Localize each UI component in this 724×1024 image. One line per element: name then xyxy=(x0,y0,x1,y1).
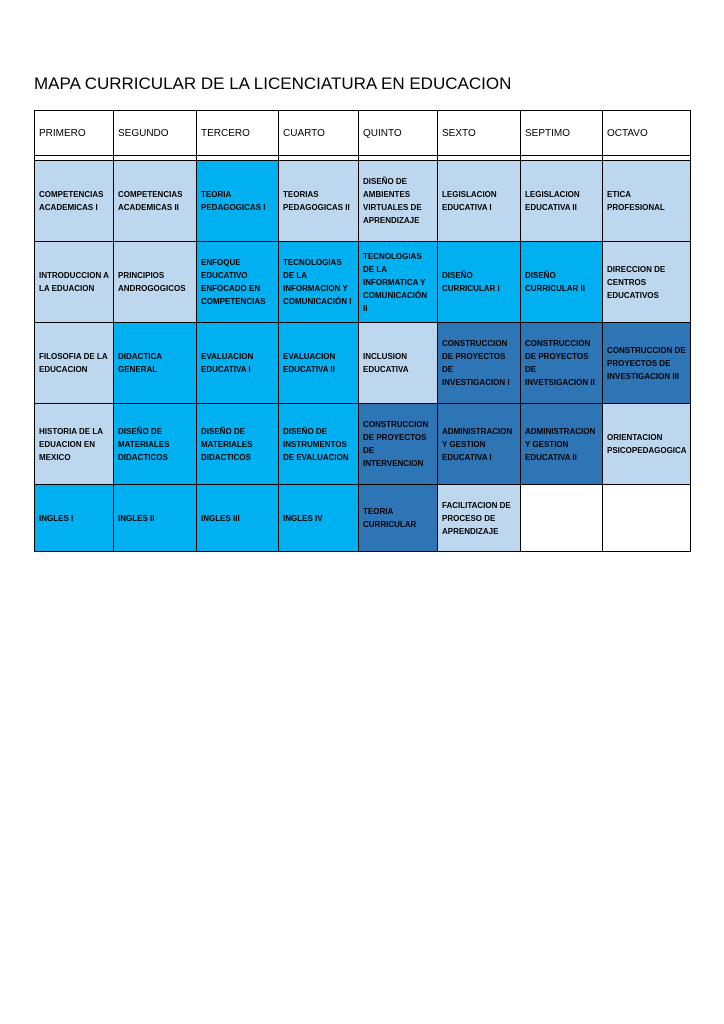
course-cell: INTRODUCCION A LA EDUACION xyxy=(35,242,114,323)
course-cell: FILOSOFIA DE LA EDUCACION xyxy=(35,323,114,404)
course-cell: INGLES IV xyxy=(279,485,359,552)
course-cell: LEGISLACION EDUCATIVA II xyxy=(521,161,603,242)
course-cell: HISTORIA DE LA EDUACION EN MEXICO xyxy=(35,404,114,485)
course-cell: DISEÑO DE MATERIALES DIDACTICOS xyxy=(197,404,279,485)
course-row xyxy=(35,161,691,242)
course-cell: TECNOLOGIAS DE LA INFORMATICA Y COMUNICACIÓN II xyxy=(359,242,438,323)
semester-header: TERCERO xyxy=(197,111,279,156)
course-cell: INGLES III xyxy=(197,485,279,552)
semester-header: QUINTO xyxy=(359,111,438,156)
course-cell: FACILITACION DE PROCESO DE APRENDIZAJE xyxy=(438,485,521,552)
semester-header: SEXTO xyxy=(438,111,521,156)
course-cell: PRINCIPIOS ANDROGOGICOS xyxy=(114,242,197,323)
course-cell: ETICA PROFESIONAL xyxy=(603,161,691,242)
course-cell: CONSTRUCCION DE PROYECTOS DE INVESTIGACION III xyxy=(603,323,691,404)
course-cell: DIDACTICA GENERAL xyxy=(114,323,197,404)
course-cell: ORIENTACION PSICOPEDAGOGICA xyxy=(603,404,691,485)
semester-header: CUARTO xyxy=(279,111,359,156)
course-cell: ADMINISTRACION Y GESTION EDUCATIVA II xyxy=(521,404,603,485)
course-cell: ADMINISTRACION Y GESTION EDUCATIVA I xyxy=(438,404,521,485)
semester-header: OCTAVO xyxy=(603,111,691,156)
course-cell: DISEÑO CURRICULAR I xyxy=(438,242,521,323)
course-cell: CONSTRUCCION DE PROYECTOS DE INVETSIGACION II xyxy=(521,323,603,404)
course-cell: COMPETENCIAS ACADEMICAS I xyxy=(35,161,114,242)
course-cell: TEORIA CURRICULAR xyxy=(359,485,438,552)
course-cell: DISEÑO DE INSTRUMENTOS DE EVALUACION xyxy=(279,404,359,485)
course-cell: INGLES II xyxy=(114,485,197,552)
course-cell: INCLUSION EDUCATIVA xyxy=(359,323,438,404)
semester-header-row xyxy=(35,111,691,156)
course-cell: EVALUACION EDUCATIVA I xyxy=(197,323,279,404)
course-cell: LEGISLACION EDUCATIVA I xyxy=(438,161,521,242)
course-cell: ENFOQUE EDUCATIVO ENFOCADO EN COMPETENCIAS xyxy=(197,242,279,323)
course-cell: CONSTRUCCION DE PROYECTOS DE INTERVENCION xyxy=(359,404,438,485)
course-row xyxy=(35,485,691,552)
empty-cell xyxy=(521,485,603,552)
course-row xyxy=(35,242,691,323)
course-cell: DISEÑO CURRICULAR II xyxy=(521,242,603,323)
semester-header: SEPTIMO xyxy=(521,111,603,156)
course-cell: CONSTRUCCION DE PROYECTOS DE INVESTIGACION I xyxy=(438,323,521,404)
course-cell: INGLES I xyxy=(35,485,114,552)
course-cell: DISEÑO DE MATERIALES DIDACTICOS xyxy=(114,404,197,485)
empty-cell xyxy=(603,485,691,552)
curriculum-body xyxy=(35,156,691,552)
course-cell: DIRECCION DE CENTROS EDUCATIVOS xyxy=(603,242,691,323)
course-cell: TEORIA PEDAGOGICAS I xyxy=(197,161,279,242)
semester-header: PRIMERO xyxy=(35,111,114,156)
course-row xyxy=(35,323,691,404)
course-cell: COMPETENCIAS ACADEMICAS II xyxy=(114,161,197,242)
course-cell: TECNOLOGIAS DE LA INFORMACION Y COMUNICACIÓN I xyxy=(279,242,359,323)
semester-header: SEGUNDO xyxy=(114,111,197,156)
course-cell: EVALUACION EDUCATIVA II xyxy=(279,323,359,404)
page-title: MAPA CURRICULAR DE LA LICENCIATURA EN EDUCACION xyxy=(34,74,512,93)
course-row xyxy=(35,404,691,485)
course-cell: DISEÑO DE AMBIENTES VIRTUALES DE APRENDIZAJE xyxy=(359,161,438,242)
curriculum-table xyxy=(34,110,691,552)
course-cell: TEORIAS PEDAGOGICAS II xyxy=(279,161,359,242)
